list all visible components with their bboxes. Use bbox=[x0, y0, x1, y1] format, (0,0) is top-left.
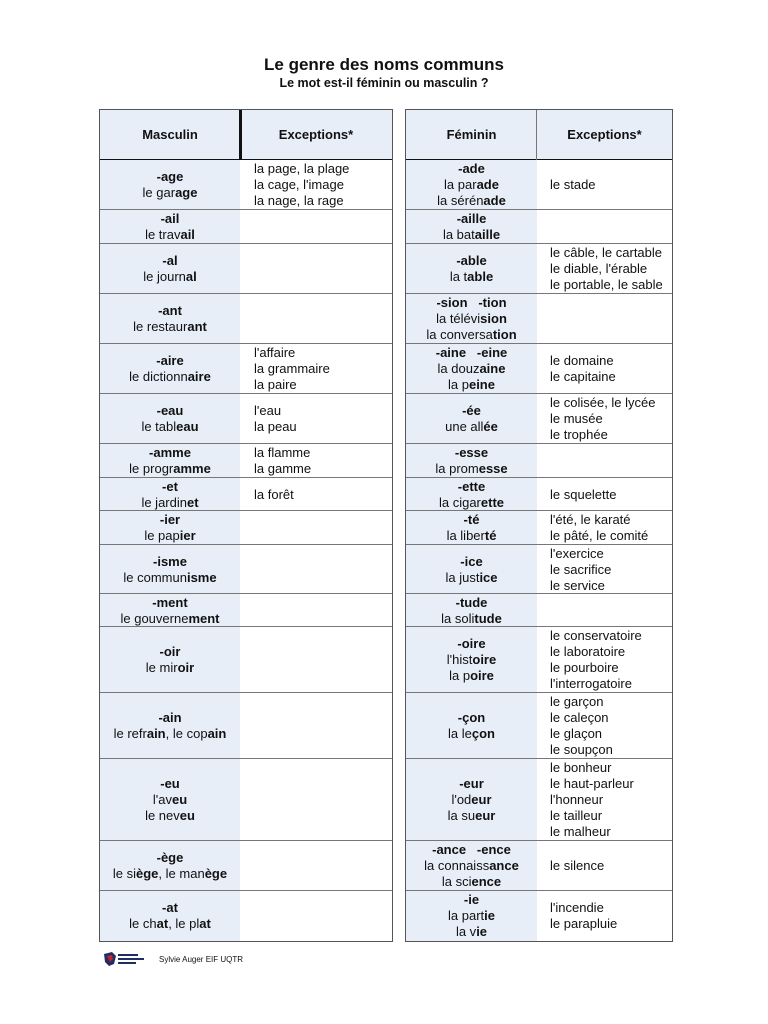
suffix-label: -isme bbox=[153, 553, 187, 569]
exception-word: l'été, le karaté bbox=[550, 512, 631, 527]
suffix-label: -eu bbox=[160, 776, 180, 791]
exception-word: le domaine bbox=[550, 353, 614, 368]
word-ending: ment bbox=[188, 610, 220, 626]
exceptions-cell bbox=[537, 627, 672, 693]
word-ending: eu bbox=[179, 808, 195, 823]
exceptions-cell bbox=[537, 478, 672, 511]
suffix-cell bbox=[406, 444, 537, 478]
footer-credit: Sylvie Auger EIF UQTR bbox=[159, 954, 244, 964]
suffix-cell bbox=[100, 394, 240, 444]
word-stem: une all bbox=[445, 419, 484, 434]
exception-word: la flamme bbox=[254, 445, 311, 460]
word-ending: ance bbox=[489, 858, 519, 873]
suffix-label: -aire bbox=[156, 353, 184, 368]
word-ending: amme bbox=[173, 461, 211, 476]
word-ending: ain bbox=[207, 726, 227, 741]
exception-word: la gamme bbox=[254, 461, 312, 476]
suffix-cell bbox=[100, 545, 240, 594]
suffix-label: -ant bbox=[158, 303, 182, 318]
exception-word: l'eau bbox=[254, 403, 282, 418]
example-word bbox=[123, 570, 216, 586]
suffix-cell bbox=[100, 160, 240, 210]
suffix-cell bbox=[100, 444, 240, 478]
word-stem: le mir bbox=[145, 660, 178, 675]
word-stem: la p bbox=[448, 377, 469, 392]
exceptions-cell bbox=[240, 210, 392, 244]
suffix-cell bbox=[100, 891, 240, 941]
exceptions-cell bbox=[240, 841, 392, 891]
word-stem: la télévi bbox=[436, 311, 481, 326]
word-stem: la cigar bbox=[438, 494, 481, 510]
example-word bbox=[438, 361, 506, 377]
word-stem: la le bbox=[448, 726, 472, 741]
word-ending: eur bbox=[475, 808, 496, 823]
example-word bbox=[129, 461, 211, 477]
example-word bbox=[153, 792, 187, 808]
word-stem: le journ bbox=[143, 269, 186, 284]
exception-word: le parapluie bbox=[550, 916, 618, 931]
example-word bbox=[114, 726, 227, 742]
example-word bbox=[133, 319, 207, 335]
word-stem: le dictionn bbox=[129, 369, 188, 384]
word-stem: le progr bbox=[129, 461, 174, 476]
example-word bbox=[447, 652, 496, 668]
suffix-label: -ance -ence bbox=[432, 842, 511, 857]
exceptions-cell bbox=[240, 594, 392, 627]
exception-word: le squelette bbox=[550, 486, 617, 502]
example-word bbox=[437, 193, 506, 209]
word-stem: la t bbox=[449, 269, 468, 284]
exception-word: la page, la plage bbox=[254, 161, 350, 176]
suffix-label: -eur bbox=[459, 776, 484, 791]
suffix-cell bbox=[406, 294, 537, 344]
word-ending: ée bbox=[483, 419, 498, 434]
exceptions-cell bbox=[537, 594, 672, 627]
exception-word: l'exercice bbox=[550, 545, 604, 561]
word-ending: eau bbox=[176, 419, 199, 434]
suffix-label: -al bbox=[162, 253, 178, 268]
exceptions-cell bbox=[240, 394, 392, 444]
exception-word: la peau bbox=[254, 419, 297, 434]
suffix-label: -ie bbox=[463, 892, 480, 907]
word-stem: la liber bbox=[446, 528, 485, 543]
exceptions-cell bbox=[537, 891, 672, 941]
exceptions-cell bbox=[537, 545, 672, 594]
word-stem: le si bbox=[112, 866, 137, 881]
word-ending: eu bbox=[171, 792, 188, 807]
exception-word: le portable, le sable bbox=[550, 277, 663, 292]
word-stem: la p bbox=[449, 668, 471, 683]
suffix-cell bbox=[100, 693, 240, 759]
word-stem: la sci bbox=[441, 874, 472, 889]
feminin-table bbox=[405, 109, 673, 942]
word-ending: ade bbox=[476, 177, 499, 192]
exception-word: le glaçon bbox=[550, 726, 603, 741]
exception-word: le câble, le cartable bbox=[550, 245, 663, 260]
word-ending: sion bbox=[480, 311, 507, 326]
word-separator: , bbox=[165, 726, 173, 741]
suffix-label: -oire bbox=[457, 636, 486, 651]
exception-word: la cage, l'image bbox=[254, 177, 344, 192]
word-stem: le gar bbox=[142, 185, 176, 200]
example-word bbox=[448, 908, 495, 924]
suffix-label: -aine -eine bbox=[435, 345, 508, 360]
word-stem: le pap bbox=[144, 528, 180, 543]
example-word bbox=[143, 185, 198, 201]
word-separator: , bbox=[158, 866, 166, 881]
suffix-label: -ade bbox=[458, 161, 485, 176]
word-ending: ence bbox=[471, 874, 502, 889]
word-ending: tion bbox=[492, 327, 517, 342]
example-word bbox=[145, 808, 195, 824]
suffix-cell bbox=[406, 210, 537, 244]
suffix-cell bbox=[406, 627, 537, 693]
word-stem: la connaiss bbox=[424, 858, 490, 873]
example-word bbox=[443, 227, 500, 243]
word-stem: le trav bbox=[145, 227, 181, 242]
word-stem: la su bbox=[447, 808, 476, 823]
column-divider bbox=[239, 110, 242, 160]
example-word bbox=[448, 377, 495, 393]
word-ending: çon bbox=[471, 726, 495, 741]
exceptions-cell bbox=[537, 294, 672, 344]
suffix-label: -ment bbox=[152, 594, 188, 610]
example-word bbox=[447, 528, 497, 544]
exception-word: le capitaine bbox=[550, 369, 616, 384]
right_table-header-category: Féminin bbox=[406, 110, 537, 160]
word-stem: la bat bbox=[442, 227, 475, 242]
word-ending: able bbox=[467, 269, 494, 284]
exception-word: la forêt bbox=[254, 486, 294, 502]
exception-word: le tailleur bbox=[550, 808, 603, 823]
word-ending: aille bbox=[474, 227, 501, 242]
exceptions-cell bbox=[240, 244, 392, 294]
word-ending: esse bbox=[478, 461, 508, 476]
suffix-cell bbox=[406, 545, 537, 594]
example-word bbox=[146, 660, 194, 676]
word-ending: ain bbox=[146, 726, 166, 741]
exception-word: le caleçon bbox=[550, 710, 609, 725]
suffix-cell bbox=[406, 478, 537, 511]
exception-word: le stade bbox=[550, 177, 596, 192]
exceptions-cell bbox=[537, 841, 672, 891]
word-ending: ette bbox=[480, 494, 505, 510]
exception-word: le soupçon bbox=[550, 742, 613, 757]
suffix-label: -et bbox=[162, 478, 178, 494]
exceptions-cell bbox=[537, 444, 672, 478]
word-separator: , bbox=[168, 916, 176, 931]
example-word bbox=[435, 461, 507, 477]
suffix-cell bbox=[100, 210, 240, 244]
word-stem: le restaur bbox=[133, 319, 188, 334]
word-ending: ail bbox=[180, 227, 195, 242]
exception-word: le haut-parleur bbox=[550, 776, 634, 791]
example-word bbox=[448, 726, 495, 742]
exception-word: la nage, la rage bbox=[254, 193, 344, 208]
exceptions-cell bbox=[537, 394, 672, 444]
suffix-label: -at bbox=[162, 900, 178, 915]
word-ending: ier bbox=[179, 528, 196, 543]
suffix-cell bbox=[406, 394, 537, 444]
exception-word: l'affaire bbox=[254, 345, 296, 360]
word-stem: la par bbox=[444, 177, 477, 192]
word-ending: aine bbox=[479, 361, 506, 376]
example-word bbox=[439, 495, 504, 511]
example-word bbox=[129, 916, 211, 932]
word-ending: eur bbox=[471, 792, 492, 807]
suffix-cell bbox=[100, 594, 240, 627]
exception-word: le conservatoire bbox=[550, 628, 642, 643]
word-ending: ie bbox=[476, 924, 488, 939]
exception-word: le pâté, le comité bbox=[550, 528, 649, 543]
exception-word: l'incendie bbox=[550, 900, 604, 915]
page-title: Le genre des noms communs bbox=[264, 55, 504, 74]
word-ending: té bbox=[484, 528, 497, 543]
example-word bbox=[444, 177, 499, 193]
suffix-cell bbox=[406, 160, 537, 210]
word-stem: le nev bbox=[145, 808, 180, 823]
word-ending: tude bbox=[474, 610, 502, 626]
word-ending: aire bbox=[187, 369, 211, 384]
word-ending: al bbox=[185, 269, 197, 284]
suffix-cell bbox=[406, 511, 537, 545]
exceptions-cell bbox=[240, 759, 392, 841]
suffix-label: -ette bbox=[457, 478, 486, 494]
suffix-cell bbox=[406, 759, 537, 841]
word-ending: ie bbox=[484, 908, 495, 923]
exception-word: le musée bbox=[550, 411, 603, 426]
suffix-cell bbox=[406, 594, 537, 627]
word-stem: le man bbox=[165, 866, 205, 881]
suffix-label: -able bbox=[456, 253, 487, 268]
example-word bbox=[143, 269, 196, 285]
exception-word: le diable, l'érable bbox=[550, 261, 648, 276]
word-stem: l'hist bbox=[446, 652, 473, 667]
exceptions-cell bbox=[240, 444, 392, 478]
suffix-cell bbox=[100, 244, 240, 294]
left_table-header-exceptions: Exceptions* bbox=[240, 110, 392, 160]
word-ending: at bbox=[199, 916, 211, 931]
example-word bbox=[441, 611, 502, 627]
suffix-label: -oir bbox=[159, 644, 181, 659]
exceptions-cell bbox=[537, 244, 672, 294]
example-word bbox=[120, 611, 219, 627]
example-word bbox=[141, 495, 198, 511]
exception-word: le pourboire bbox=[550, 660, 619, 675]
word-stem: la soli bbox=[441, 610, 475, 626]
exceptions-cell bbox=[240, 344, 392, 394]
word-stem: le pl bbox=[175, 916, 200, 931]
word-ending: age bbox=[175, 185, 198, 200]
word-ending: oir bbox=[177, 660, 195, 675]
suffix-label: -eau bbox=[156, 403, 184, 418]
footer bbox=[103, 951, 243, 967]
page-subtitle: Le mot est-il féminin ou masculin ? bbox=[279, 76, 489, 90]
exception-word: le colisée, le lycée bbox=[550, 395, 656, 410]
suffix-cell bbox=[100, 627, 240, 693]
word-stem: la just bbox=[445, 569, 480, 585]
suffix-cell bbox=[100, 841, 240, 891]
example-word bbox=[145, 227, 195, 243]
exception-word: le silence bbox=[550, 858, 605, 873]
exception-word: la grammaire bbox=[254, 361, 330, 376]
exceptions-cell bbox=[240, 891, 392, 941]
suffix-cell bbox=[100, 294, 240, 344]
suffix-cell bbox=[100, 478, 240, 511]
word-ending: ice bbox=[479, 569, 498, 585]
suffix-label: -ail bbox=[160, 211, 180, 226]
exceptions-cell bbox=[537, 693, 672, 759]
word-stem: le gouverne bbox=[120, 610, 189, 626]
word-ending: eine bbox=[468, 377, 495, 392]
suffix-label: -esse bbox=[454, 445, 489, 460]
example-word bbox=[451, 792, 491, 808]
example-word bbox=[448, 808, 496, 824]
example-word bbox=[436, 311, 507, 327]
word-ending: ège bbox=[136, 866, 159, 881]
exception-word: l'interrogatoire bbox=[550, 676, 632, 691]
word-stem: la conversa bbox=[426, 327, 493, 342]
word-ending: ade bbox=[483, 193, 506, 208]
word-ending: ège bbox=[204, 866, 228, 881]
example-word bbox=[442, 874, 501, 890]
exceptions-cell bbox=[537, 160, 672, 210]
suffix-label: -age bbox=[156, 169, 184, 184]
exception-word: le service bbox=[550, 577, 605, 593]
example-word bbox=[129, 369, 211, 385]
word-stem: le refr bbox=[113, 726, 147, 741]
suffix-label: -tude bbox=[455, 594, 488, 610]
exceptions-cell bbox=[240, 511, 392, 545]
suffix-cell bbox=[406, 841, 537, 891]
suffix-label: -sion -tion bbox=[436, 295, 507, 310]
left_table-header-category: Masculin bbox=[100, 110, 240, 160]
example-word bbox=[113, 866, 227, 882]
example-word bbox=[424, 858, 519, 874]
word-stem: la part bbox=[448, 908, 485, 923]
example-word bbox=[445, 419, 498, 435]
example-word bbox=[456, 924, 487, 940]
masculin-table bbox=[99, 109, 393, 942]
suffix-cell bbox=[406, 344, 537, 394]
suffix-label: -amme bbox=[149, 445, 191, 460]
word-stem: le commun bbox=[123, 569, 187, 585]
exception-word: le garçon bbox=[550, 694, 604, 709]
exceptions-cell bbox=[537, 210, 672, 244]
suffix-label: -ège bbox=[156, 850, 184, 865]
suffix-cell bbox=[100, 344, 240, 394]
suffix-cell bbox=[100, 759, 240, 841]
exception-word: le bonheur bbox=[550, 760, 612, 775]
exceptions-cell bbox=[240, 627, 392, 693]
exceptions-cell bbox=[240, 545, 392, 594]
exceptions-cell bbox=[537, 344, 672, 394]
example-word bbox=[450, 269, 493, 285]
suffix-label: -ice bbox=[460, 553, 483, 569]
word-ending: ant bbox=[187, 319, 207, 334]
suffix-cell bbox=[406, 891, 537, 941]
exceptions-cell bbox=[537, 511, 672, 545]
word-stem: le ch bbox=[129, 916, 157, 931]
suffix-label: -aille bbox=[456, 211, 487, 226]
exceptions-cell bbox=[537, 759, 672, 841]
exception-word: le sacrifice bbox=[550, 561, 612, 577]
word-ending: oire bbox=[472, 652, 497, 667]
word-ending: et bbox=[186, 494, 199, 510]
example-word bbox=[144, 528, 195, 544]
suffix-label: -ain bbox=[158, 710, 182, 725]
word-stem: l'av bbox=[152, 792, 172, 807]
word-ending: at bbox=[156, 916, 169, 931]
word-stem: le jardin bbox=[141, 494, 187, 510]
suffix-cell bbox=[100, 511, 240, 545]
exceptions-cell bbox=[240, 160, 392, 210]
exception-word: l'honneur bbox=[550, 792, 604, 807]
eif-logo-icon bbox=[103, 951, 153, 967]
example-word bbox=[445, 570, 497, 586]
exception-word: le laboratoire bbox=[550, 644, 626, 659]
example-word bbox=[426, 327, 516, 343]
word-stem: l'od bbox=[451, 792, 472, 807]
suffix-label: -ier bbox=[159, 512, 181, 527]
exceptions-cell bbox=[240, 294, 392, 344]
word-stem: le cop bbox=[172, 726, 208, 741]
word-stem: la prom bbox=[435, 461, 479, 476]
right_table-header-exceptions: Exceptions* bbox=[537, 110, 672, 160]
suffix-cell bbox=[406, 244, 537, 294]
suffix-label: -çon bbox=[457, 710, 486, 725]
example-word bbox=[449, 668, 494, 684]
word-stem: la v bbox=[455, 924, 477, 939]
word-stem: la sérén bbox=[437, 193, 484, 208]
example-word bbox=[141, 419, 198, 435]
exception-word: le malheur bbox=[550, 824, 611, 839]
exception-word: le trophée bbox=[550, 427, 608, 442]
word-stem: le tabl bbox=[141, 419, 177, 434]
word-ending: isme bbox=[186, 569, 217, 585]
suffix-label: -ée bbox=[462, 403, 481, 418]
exceptions-cell bbox=[240, 478, 392, 511]
suffix-label: -té bbox=[463, 512, 480, 527]
word-ending: oire bbox=[470, 668, 494, 683]
word-stem: la douz bbox=[437, 361, 480, 376]
exceptions-cell bbox=[240, 693, 392, 759]
suffix-cell bbox=[406, 693, 537, 759]
exception-word: la paire bbox=[254, 377, 297, 392]
